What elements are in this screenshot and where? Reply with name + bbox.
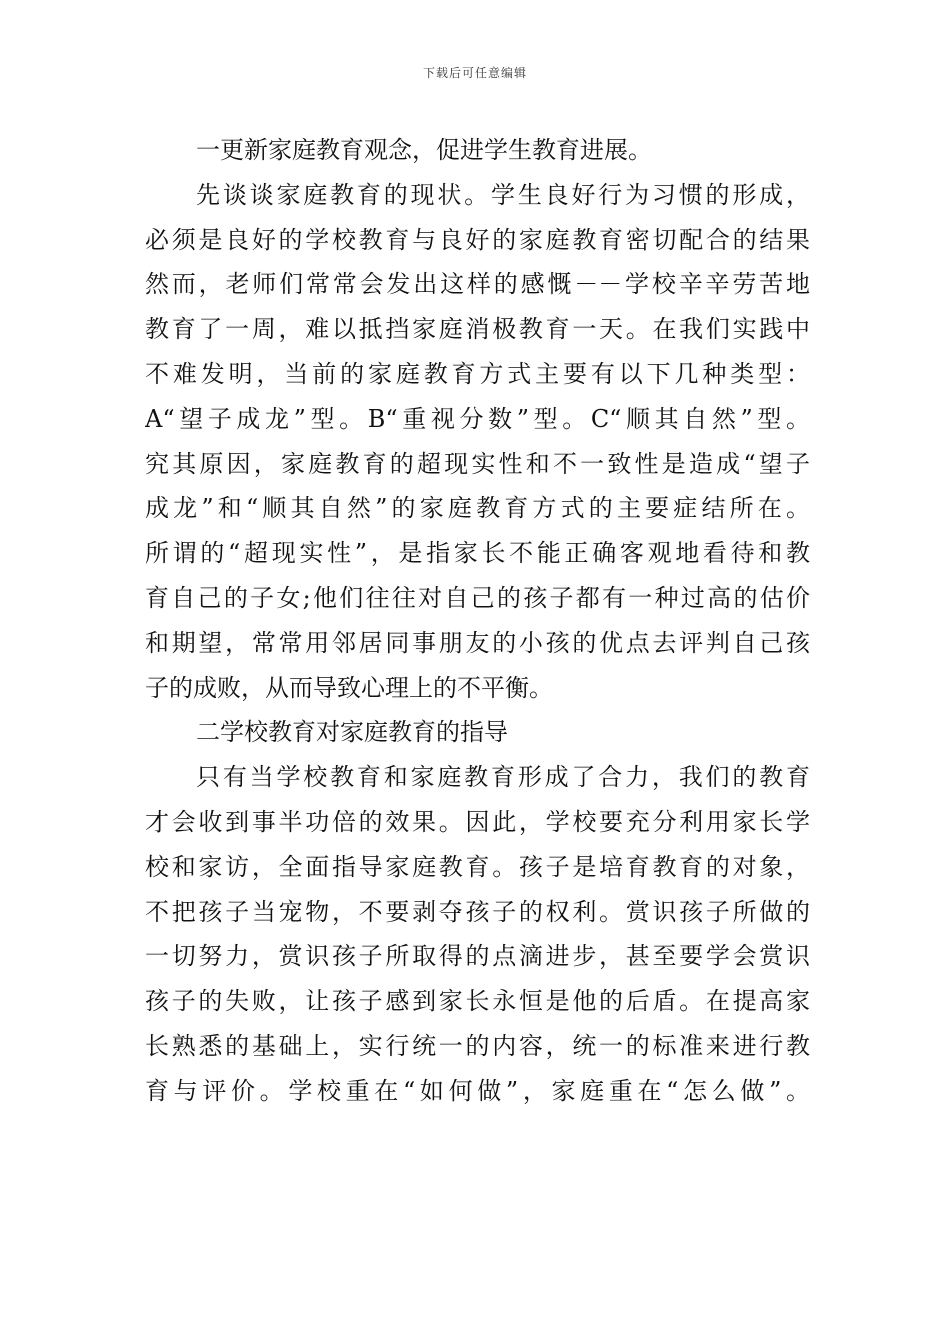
paragraph-line: 不把孩子当宠物，不要剥夺孩子的权利。赏识孩子所做的 (145, 897, 810, 926)
paragraph-line: 和期望，常常用邻居同事朋友的小孩的优点去评判自己孩 (145, 628, 810, 657)
paragraph-line: 所谓的“超现实性”，是指家长不能正确客观地看待和教 (145, 539, 810, 568)
paragraph-line: 先谈谈家庭教育的现状。学生良好行为习惯的形成， (196, 180, 810, 209)
paragraph-line: 然而，老师们常常会发出这样的感慨－－学校辛辛劳苦地 (145, 270, 810, 299)
paragraph-line: A“望子成龙”型。B“重视分数”型。C“顺其自然”型。 (145, 404, 810, 433)
paragraph-line: 必须是良好的学校教育与良好的家庭教育密切配合的结果 (145, 225, 810, 254)
paragraph-line: 成龙”和“顺其自然”的家庭教育方式的主要症结所在。 (145, 494, 810, 523)
paragraph-line: 育与评价。学校重在“如何做”，家庭重在“怎么做”。 (145, 1076, 810, 1105)
paragraph-line: 才会收到事半功倍的效果。因此，学校要充分利用家长学 (145, 807, 810, 836)
document-body (145, 128, 810, 1114)
paragraph-line: 教育了一周，难以抵挡家庭消极教育一天。在我们实践中 (145, 315, 810, 344)
page-header: 下载后可任意编辑 (422, 66, 527, 80)
paragraph-line: 子的成败，从而导致心理上的不平衡。 (145, 673, 553, 702)
paragraph-line: 只有当学校教育和家庭教育形成了合力，我们的教育 (196, 763, 810, 792)
section-heading-2: 二学校教育对家庭教育的指导 (196, 718, 508, 747)
paragraph-line: 孩子的失败，让孩子感到家长永恒是他的后盾。在提高家 (145, 987, 810, 1016)
paragraph-line: 长熟悉的基础上，实行统一的内容，统一的标准来进行教 (145, 1031, 810, 1060)
paragraph-line: 究其原因，家庭教育的超现实性和不一致性是造成“望子 (145, 449, 810, 478)
paragraph-line: 不难发明，当前的家庭教育方式主要有以下几种类型： (145, 359, 810, 388)
section-heading-1: 一更新家庭教育观念，促进学生教育进展。 (196, 136, 652, 164)
paragraph-line: 育自己的子女;他们往往对自己的孩子都有一种过高的估价 (145, 583, 810, 612)
paragraph-line: 一切努力，赏识孩子所取得的点滴进步，甚至要学会赏识 (145, 942, 810, 971)
paragraph-line: 校和家访，全面指导家庭教育。孩子是培育教育的对象， (145, 852, 810, 881)
